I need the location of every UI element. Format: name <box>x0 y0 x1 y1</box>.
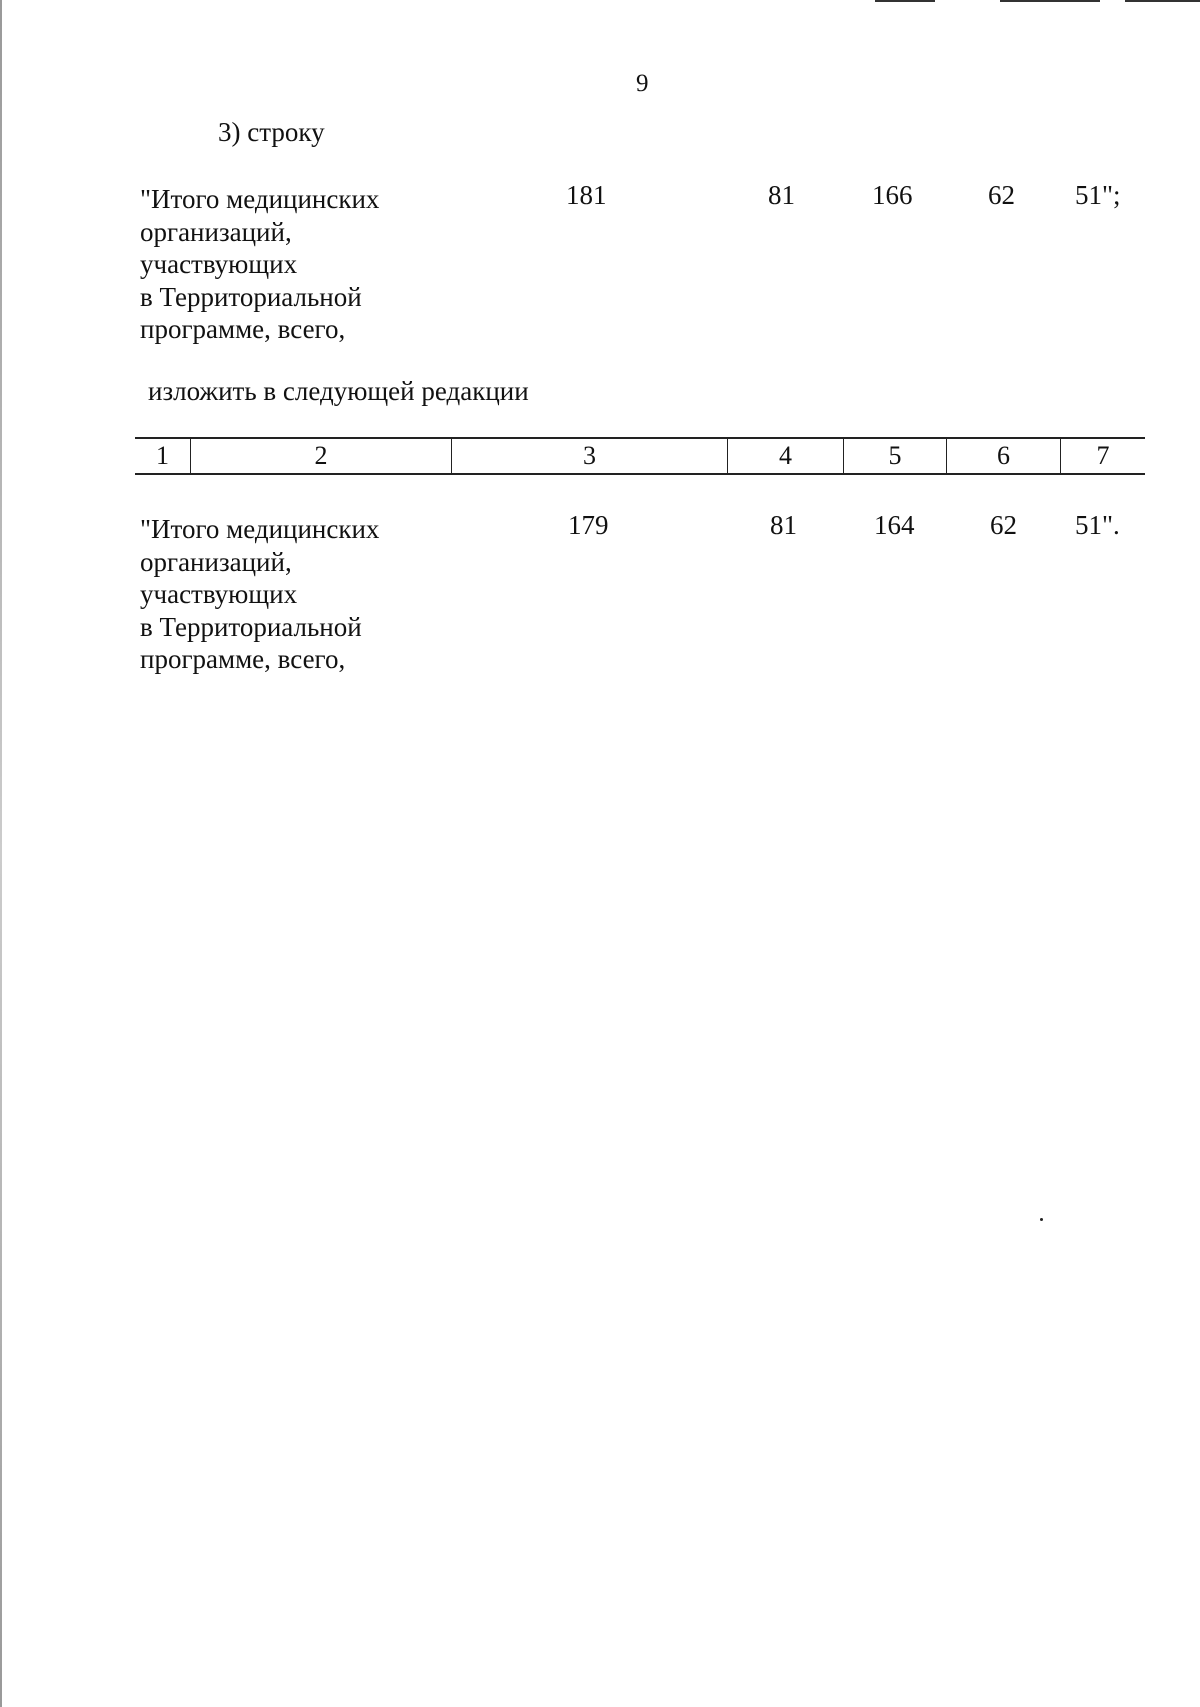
intro-line: 3) строку <box>218 117 325 147</box>
old-row-value-col6: 62 <box>988 180 1015 210</box>
header-col-5: 5 <box>843 439 946 473</box>
scan-edge <box>0 0 2 1707</box>
new-row-label-line: участвующих <box>140 579 298 609</box>
header-col-1: 1 <box>156 441 169 470</box>
page-number: 9 <box>636 70 649 97</box>
old-row-label <box>140 183 379 346</box>
old-row-value-col3: 181 <box>566 180 607 210</box>
scan-mark <box>875 0 935 2</box>
new-row-value-col3: 179 <box>568 510 609 540</box>
new-row-value-col6: 62 <box>990 510 1017 540</box>
old-row-value-col5: 166 <box>872 180 913 210</box>
middle-text: изложить в следующей редакции <box>148 376 529 406</box>
header-col-6: 6 <box>946 439 1060 473</box>
old-row-label-line: программе, всего, <box>140 314 346 344</box>
new-row-label-line: организаций, <box>140 546 292 577</box>
new-row-label-line: в Территориальной <box>140 611 362 642</box>
new-row-value-col7: 51". <box>1075 510 1120 540</box>
old-row-label-line: в Территориальной <box>140 281 362 312</box>
scan-speck <box>1040 1218 1043 1221</box>
old-row-label-line: участвующих <box>140 249 298 279</box>
old-row-label-line: "Итого медицинских <box>140 184 380 214</box>
scan-mark <box>1000 0 1100 2</box>
new-row-value-col5: 164 <box>874 510 915 540</box>
header-col-2: 2 <box>190 439 451 473</box>
old-row-label-line: организаций, <box>140 216 292 247</box>
header-col-4: 4 <box>727 439 843 473</box>
header-table <box>135 437 1145 475</box>
new-row-label-line: "Итого медицинских <box>140 514 380 544</box>
new-row-label <box>140 513 379 676</box>
new-row-label-line: программе, всего, <box>140 644 346 674</box>
new-row-value-col4: 81 <box>770 510 797 540</box>
scan-mark <box>1125 0 1200 2</box>
header-col-3: 3 <box>451 439 727 473</box>
old-row-value-col7: 51"; <box>1075 180 1121 210</box>
header-col-7: 7 <box>1060 439 1145 473</box>
old-row-value-col4: 81 <box>768 180 795 210</box>
